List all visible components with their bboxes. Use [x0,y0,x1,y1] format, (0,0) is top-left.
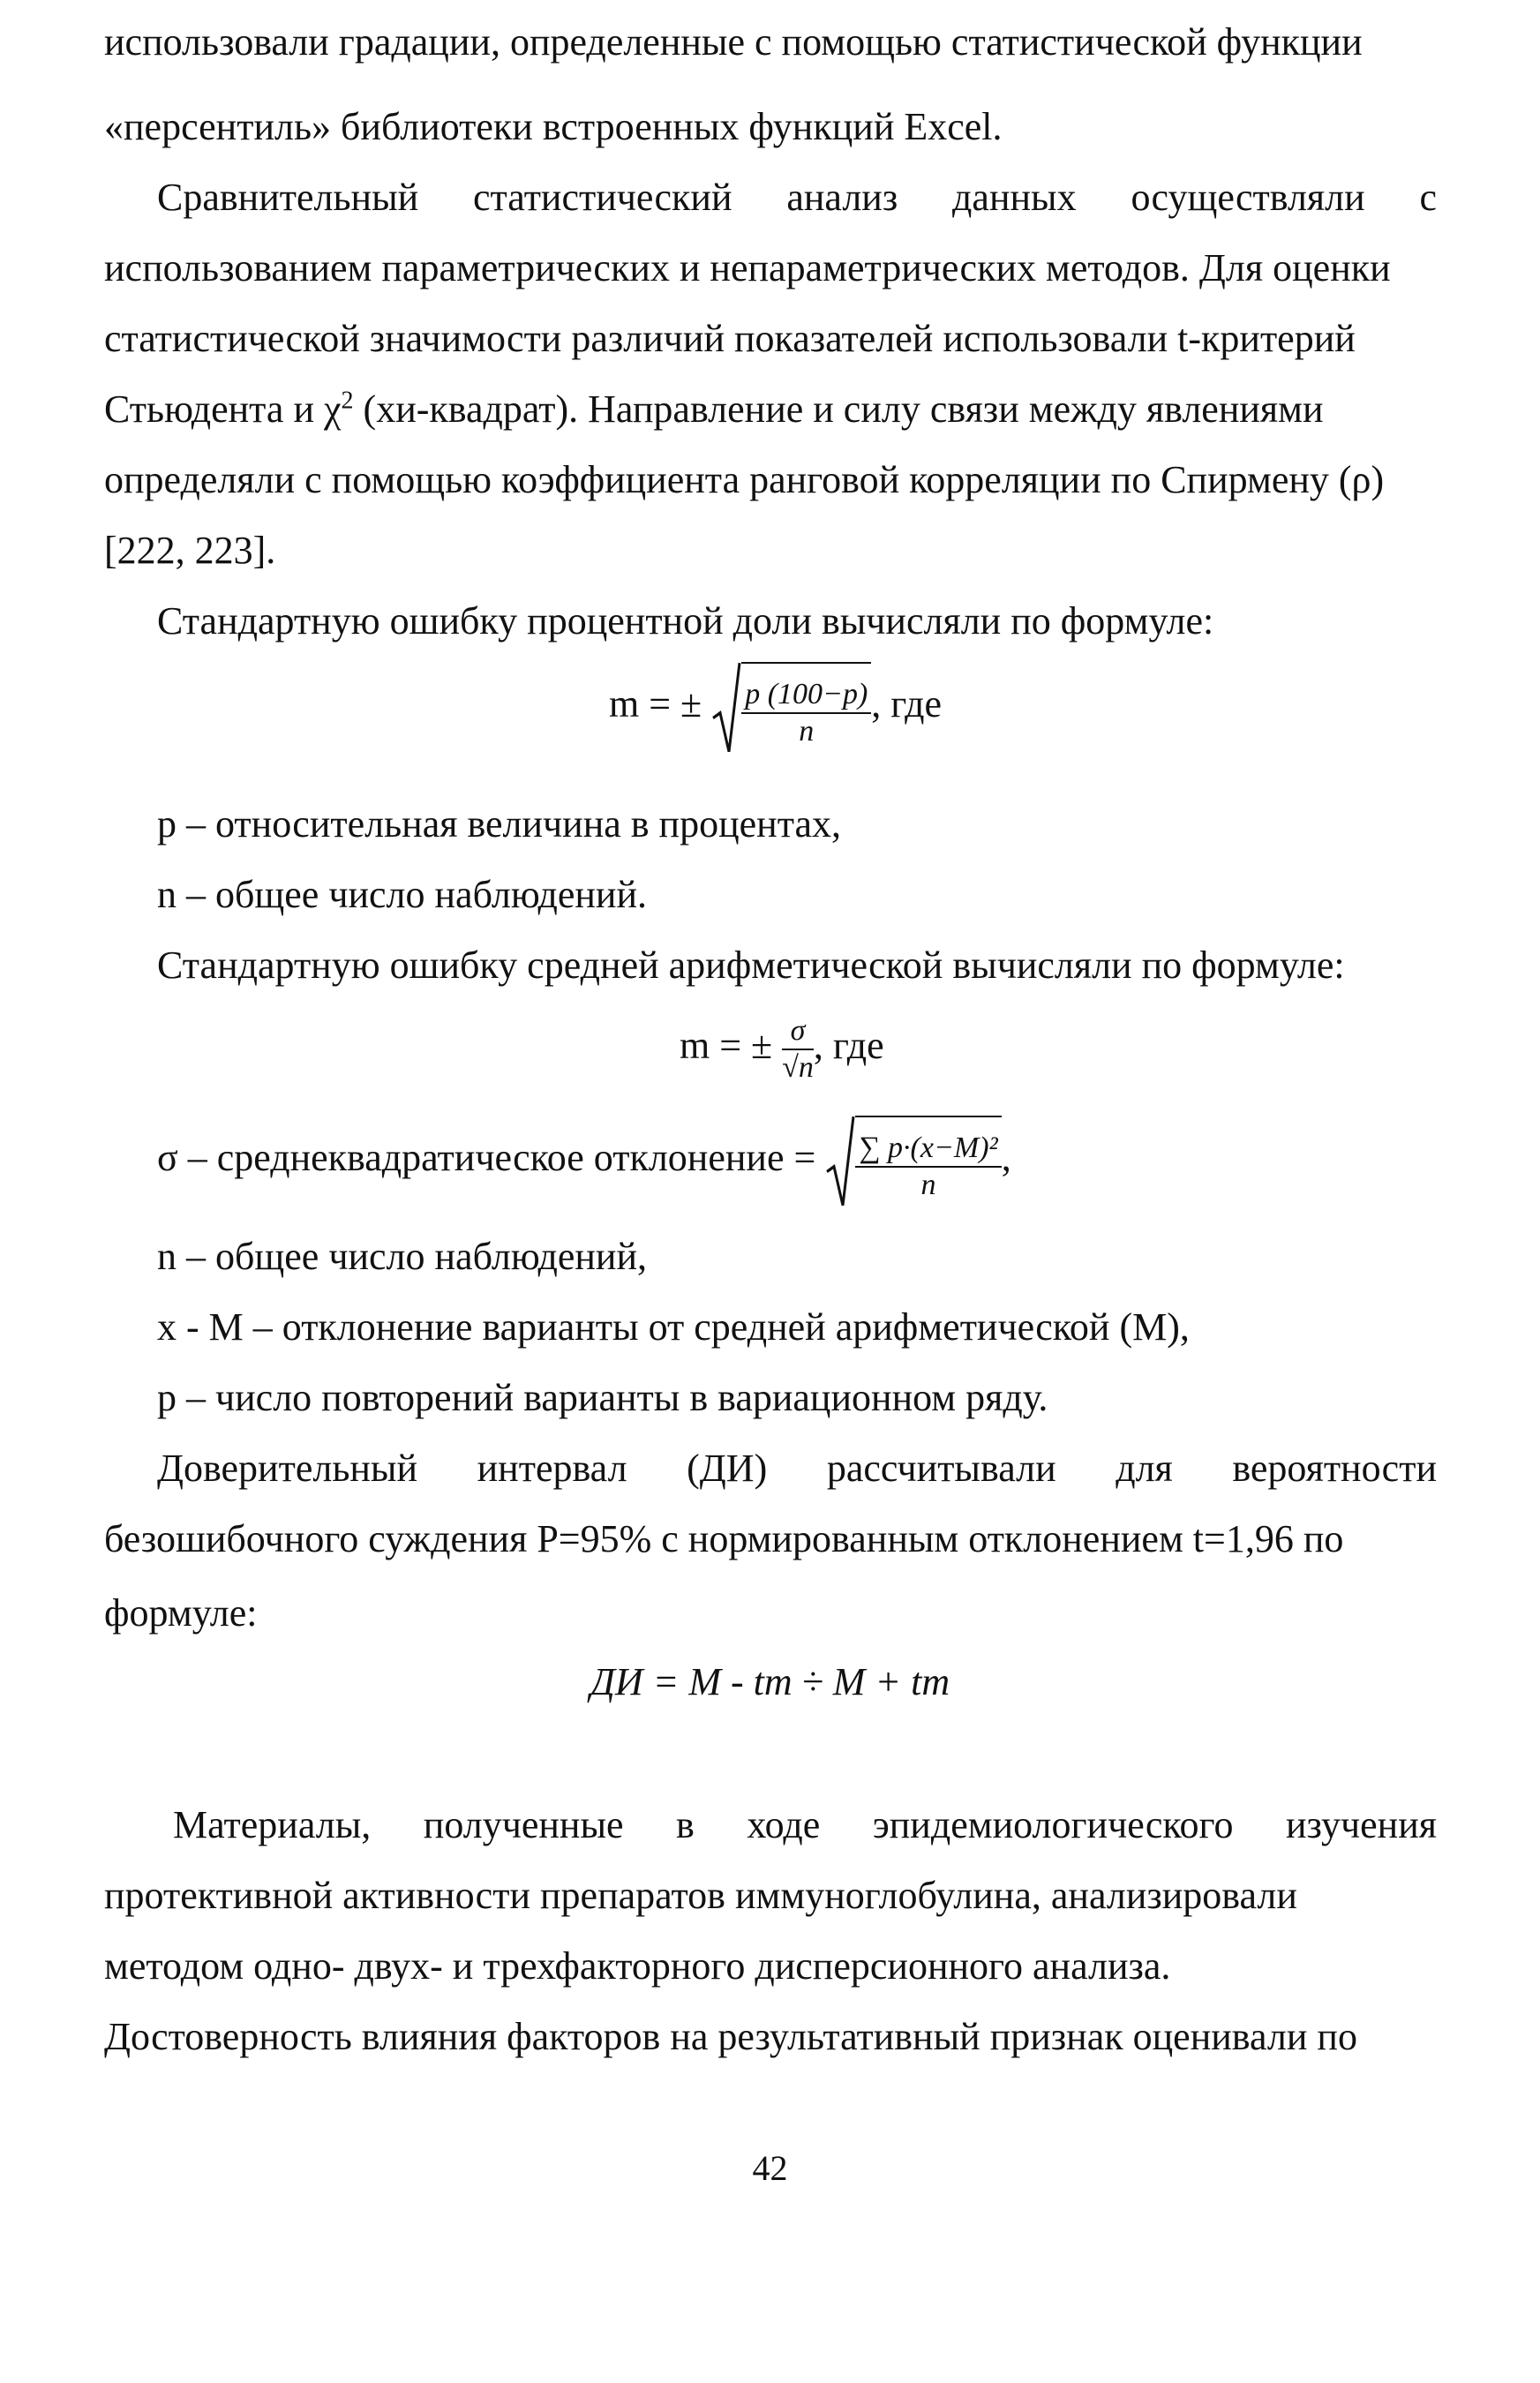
formula-confidence-interval: ДИ = M - tm ÷ M + tm [590,1660,950,1703]
formula-numerator: ∑ p·(x−M)² [855,1131,1001,1168]
text-line: n – общее число наблюдений. [157,873,648,916]
text-line: протективной активности препаратов иммуноглобулина, анализировали [104,1874,1297,1917]
formula-tail: , [1001,1136,1011,1179]
text-line: Стандартную ошибку процентной доли вычисляли по формуле: [157,599,1214,643]
text-line: [222, 223]. [104,529,276,572]
text-line: n – общее число наблюдений, [157,1235,648,1278]
formula-tail: , где [813,1024,884,1067]
formula-tail: , где [871,682,943,725]
sqrt-sign [711,662,871,754]
formula-percent-error [609,660,1227,754]
formula-mean-error [680,1006,1121,1086]
text-line: определяли с помощью коэффициента ранговой корреляции по Спирмену (ρ) [104,458,1385,501]
text-line: методом одно- двух- и трехфакторного дисперсионного анализа. [104,1944,1171,1988]
text-line: p – число повторений варианты в вариационном ряду. [157,1376,1048,1419]
text-line: Стандартную ошибку средней арифметической вычисляли по формуле: [157,943,1345,987]
text-line: «персентиль» библиотеки встроенных функций Excel. [104,105,1003,148]
text-line: p – относительная величина в процентах, [157,802,842,846]
text-line: формуле: [104,1591,258,1635]
formula-denominator: √n [782,1050,814,1084]
formula-lhs: m = ± [609,682,712,725]
text-line: статистической значимости различий показателей использовали t-критерий [104,317,1356,360]
text-line: использовали градации, определенные с помощью статистической функции [104,20,1363,64]
text-line: Достоверность влияния факторов на результативный признак оценивали по [104,2015,1357,2058]
formula-std-deviation [157,1114,1393,1207]
formula-lhs: m = ± [680,1024,783,1067]
text-line: x - M – отклонение варианты от средней арифметической (M), [157,1305,1190,1349]
text-line: Стьюдента и $\chi^2$ (хи-квадрат). Направление и силу связи между явлениями [104,387,1324,431]
formula-lhs: σ – среднеквадратическое отклонение = [157,1136,826,1179]
formula-numerator: p (100−p) [741,677,871,714]
formula-denominator: n [920,1168,936,1201]
sqrt-sign [825,1116,1001,1207]
page-number: 42 [752,2148,788,2188]
text-line: безошибочного суждения P=95% с нормированным отклонением t=1,96 по [104,1517,1344,1560]
text-line: использованием параметрических и непараметрических методов. Для оценки [104,246,1391,289]
text-line: Материалы, полученные в ходе эпидемиологического изучения [173,1803,1437,1846]
formula-denominator: n [799,714,815,748]
formula-fraction [782,1013,814,1086]
text-line: Доверительный интервал (ДИ) рассчитывали для вероятности [157,1447,1437,1490]
formula-numerator: σ [782,1013,814,1050]
text-line: Сравнительный статистический анализ данных осуществляли с [157,176,1437,219]
